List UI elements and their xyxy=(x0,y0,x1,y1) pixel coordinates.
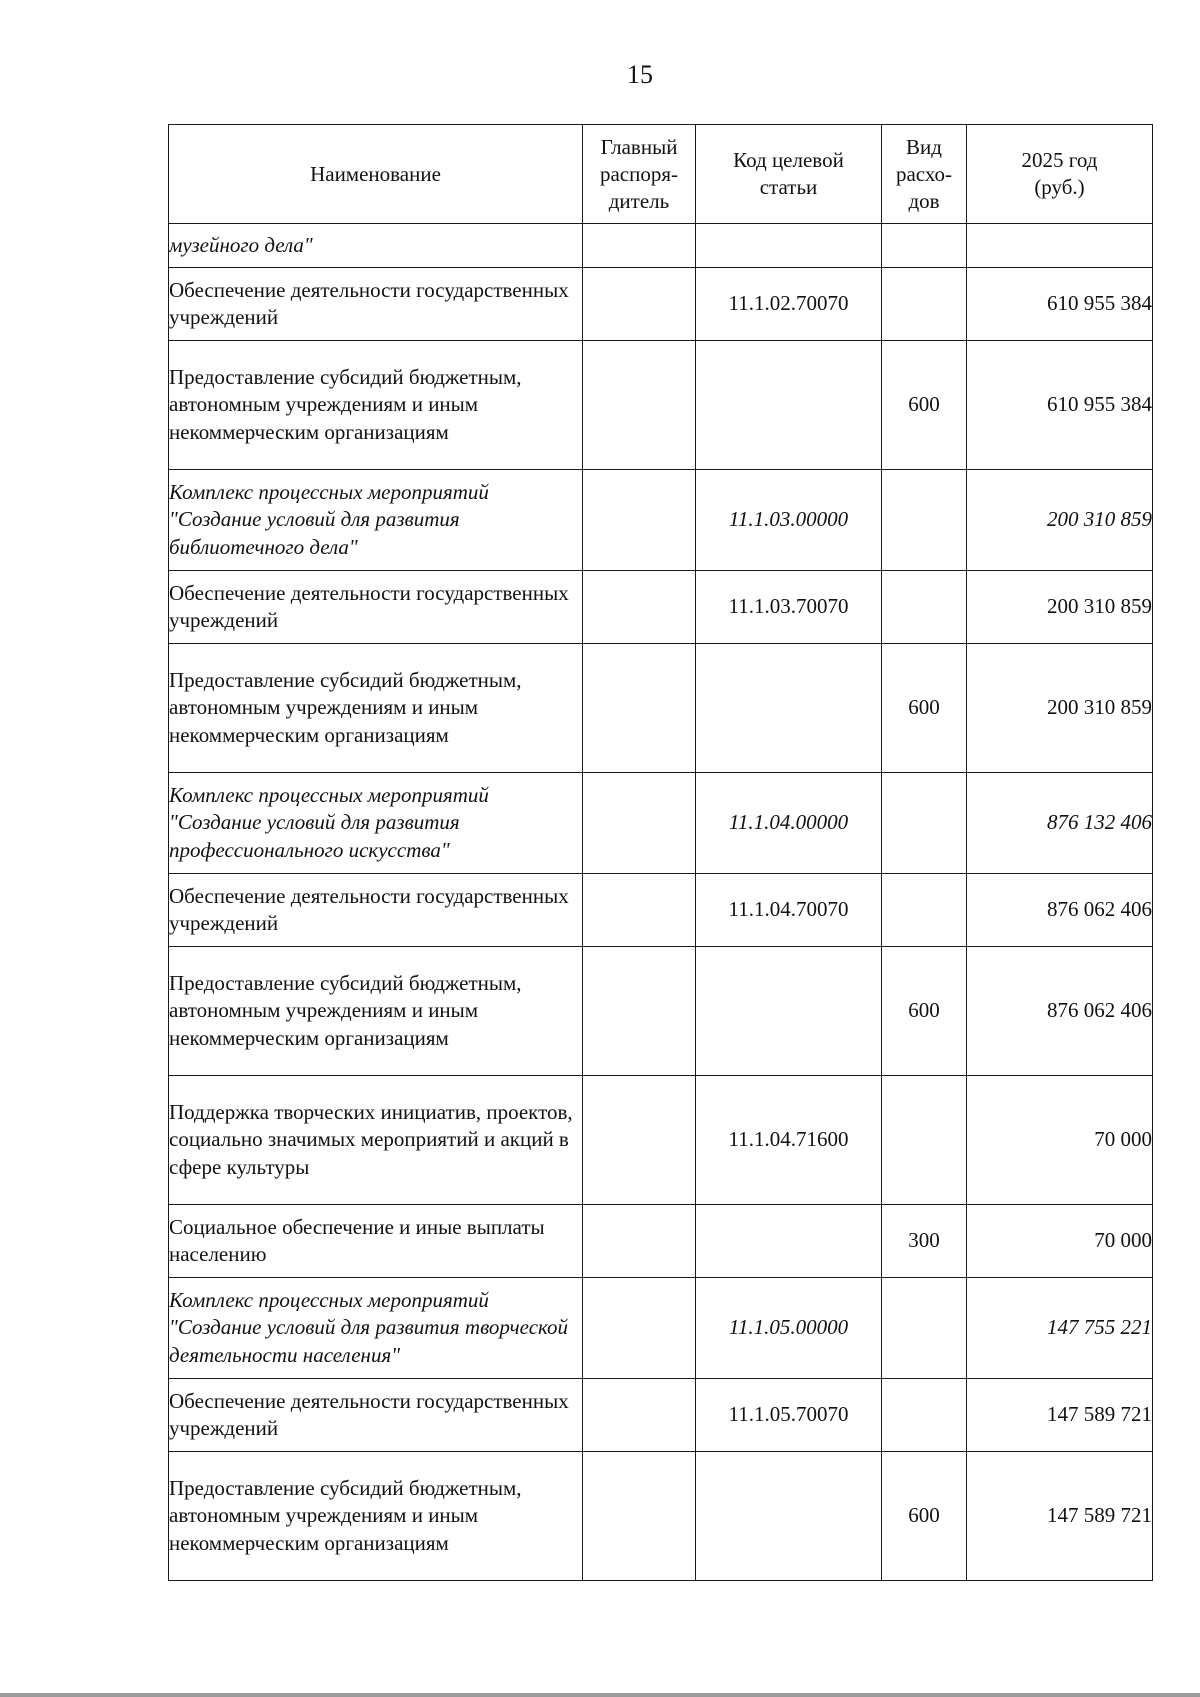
header-kind xyxy=(882,125,967,224)
table-row xyxy=(169,1076,1153,1205)
row-code-cell: 11.1.05.00000 xyxy=(696,1278,882,1379)
row-manager-cell xyxy=(583,341,696,470)
row-code-cell: 11.1.03.00000 xyxy=(696,470,882,571)
row-amount-cell: 200 310 859 xyxy=(967,470,1153,571)
row-code-cell xyxy=(696,341,882,470)
header-manager-label: Главный распоря-дитель xyxy=(599,134,679,213)
table-row xyxy=(169,268,1153,341)
header-amount-label: 2025 год (руб.) xyxy=(1021,148,1098,199)
row-kind-cell: 600 xyxy=(882,341,967,470)
header-manager xyxy=(583,125,696,224)
row-name-cell: Обеспечение деятельности государственных учреждений xyxy=(169,268,583,341)
row-kind-cell: 600 xyxy=(882,947,967,1076)
row-kind-cell xyxy=(882,268,967,341)
row-code-cell: 11.1.04.71600 xyxy=(696,1076,882,1205)
row-manager-cell xyxy=(583,874,696,947)
row-name-cell: Комплекс процессных мероприятий "Создание условий для развития библиотечного дела" xyxy=(169,470,583,571)
row-amount-cell: 147 589 721 xyxy=(967,1452,1153,1581)
row-code-cell xyxy=(696,644,882,773)
row-name-cell: Обеспечение деятельности государственных учреждений xyxy=(169,571,583,644)
header-code xyxy=(696,125,882,224)
row-name-cell: Поддержка творческих инициатив, проектов, социально значимых мероприятий и акций в сфере культуры xyxy=(169,1076,583,1205)
row-amount-cell: 610 955 384 xyxy=(967,341,1153,470)
row-manager-cell xyxy=(583,773,696,874)
row-code-cell: 11.1.02.70070 xyxy=(696,268,882,341)
row-name-cell: Социальное обеспечение и иные выплаты населению xyxy=(169,1205,583,1278)
row-amount-cell: 876 132 406 xyxy=(967,773,1153,874)
row-amount-cell: 200 310 859 xyxy=(967,571,1153,644)
row-amount-cell: 147 589 721 xyxy=(967,1379,1153,1452)
row-name-cell: Обеспечение деятельности государственных учреждений xyxy=(169,1379,583,1452)
row-name-cell: Предоставление субсидий бюджетным, автономным учреждениям и иным некоммерческим организациям xyxy=(169,1452,583,1581)
row-manager-cell xyxy=(583,1379,696,1452)
table-row xyxy=(169,1379,1153,1452)
row-amount-cell: 70 000 xyxy=(967,1076,1153,1205)
table-body xyxy=(169,224,1153,1581)
row-code-cell: 11.1.04.00000 xyxy=(696,773,882,874)
row-name-cell: музейного дела" xyxy=(169,224,583,268)
row-amount-cell: 876 062 406 xyxy=(967,874,1153,947)
row-manager-cell xyxy=(583,224,696,268)
row-name-cell: Комплекс процессных мероприятий "Создание условий для развития творческой деятельности населения" xyxy=(169,1278,583,1379)
budget-table xyxy=(168,124,1153,1581)
row-code-cell xyxy=(696,224,882,268)
table-row xyxy=(169,947,1153,1076)
table-row xyxy=(169,224,1153,268)
row-kind-cell xyxy=(882,773,967,874)
row-kind-cell xyxy=(882,470,967,571)
table-row xyxy=(169,470,1153,571)
row-kind-cell: 600 xyxy=(882,1452,967,1581)
row-name-cell: Обеспечение деятельности государственных учреждений xyxy=(169,874,583,947)
table-row xyxy=(169,773,1153,874)
row-amount-cell: 70 000 xyxy=(967,1205,1153,1278)
page-bottom-edge xyxy=(0,1693,1200,1697)
row-amount-cell xyxy=(967,224,1153,268)
row-code-cell: 11.1.04.70070 xyxy=(696,874,882,947)
header-kind-label: Вид расхо-дов xyxy=(895,134,953,213)
row-manager-cell xyxy=(583,1278,696,1379)
row-manager-cell xyxy=(583,947,696,1076)
table-row xyxy=(169,1452,1153,1581)
row-kind-cell xyxy=(882,874,967,947)
header-code-label: Код целевой статьи xyxy=(733,148,844,199)
row-name-cell: Предоставление субсидий бюджетным, автономным учреждениям и иным некоммерческим организациям xyxy=(169,947,583,1076)
row-code-cell: 11.1.05.70070 xyxy=(696,1379,882,1452)
row-manager-cell xyxy=(583,470,696,571)
row-kind-cell: 300 xyxy=(882,1205,967,1278)
header-name: Наименование xyxy=(169,125,583,224)
row-name-cell: Комплекс процессных мероприятий "Создание условий для развития профессионального искусства" xyxy=(169,773,583,874)
row-code-cell xyxy=(696,1205,882,1278)
table-row xyxy=(169,571,1153,644)
row-kind-cell xyxy=(882,1278,967,1379)
row-manager-cell xyxy=(583,644,696,773)
table-row xyxy=(169,874,1153,947)
row-code-cell xyxy=(696,1452,882,1581)
header-amount xyxy=(967,125,1153,224)
table-row xyxy=(169,644,1153,773)
row-amount-cell: 876 062 406 xyxy=(967,947,1153,1076)
table-header-row xyxy=(169,125,1153,224)
row-manager-cell xyxy=(583,571,696,644)
row-kind-cell xyxy=(882,1379,967,1452)
table-row xyxy=(169,1205,1153,1278)
row-kind-cell xyxy=(882,1076,967,1205)
row-code-cell: 11.1.03.70070 xyxy=(696,571,882,644)
row-name-cell: Предоставление субсидий бюджетным, автономным учреждениям и иным некоммерческим организациям xyxy=(169,341,583,470)
row-amount-cell: 200 310 859 xyxy=(967,644,1153,773)
row-name-cell: Предоставление субсидий бюджетным, автономным учреждениям и иным некоммерческим организациям xyxy=(169,644,583,773)
row-amount-cell: 147 755 221 xyxy=(967,1278,1153,1379)
row-amount-cell: 610 955 384 xyxy=(967,268,1153,341)
row-kind-cell xyxy=(882,571,967,644)
table-row xyxy=(169,1278,1153,1379)
page-number: 15 xyxy=(627,60,653,89)
row-manager-cell xyxy=(583,1452,696,1581)
row-code-cell xyxy=(696,947,882,1076)
table-row xyxy=(169,341,1153,470)
row-manager-cell xyxy=(583,1205,696,1278)
row-manager-cell xyxy=(583,1076,696,1205)
row-manager-cell xyxy=(583,268,696,341)
row-kind-cell: 600 xyxy=(882,644,967,773)
row-kind-cell xyxy=(882,224,967,268)
